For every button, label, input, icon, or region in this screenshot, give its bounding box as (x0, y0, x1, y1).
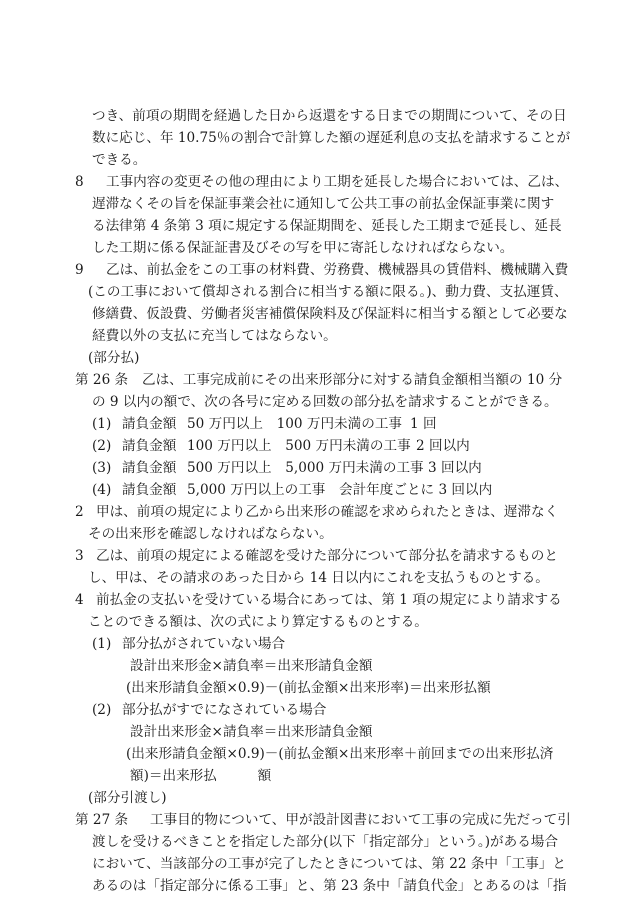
paragraph-8: 8 工事内容の変更その他の理由により工期を延長した場合においては、乙は、 (0, 171, 630, 193)
article-26-heading-line: 第 26 条 乙は、工事完成前にその出来形部分に対する請負金額相当額の 10 分 (0, 369, 630, 391)
text-line: し、甲は、その請求のあった日から 14 日以内にこれを支払うものとする。 (88, 570, 549, 586)
list-item: (2) 請負金額 100 万円以上 500 万円未満の工事 2 回以内 (92, 438, 470, 454)
article-caption: (部分払) (88, 350, 140, 366)
text-line: つき、前項の期間を経過した日から返還をする日までの期間について、その日 (92, 108, 567, 124)
paragraph-9: 9 乙は、前払金をこの工事の材料費、労務費、機械器具の賃借料、機械購入費 (0, 259, 630, 281)
list-item: (1) 請負金額 50 万円以上 100 万円未満の工事 1 回 (92, 416, 437, 432)
text-line: 修繕費、仮設費、労働者災害補償保険料及び保証料に相当する額として必要な (92, 306, 568, 322)
paragraph-3: 3 乙は、前項の規定による確認を受けた部分について部分払を請求するものと (0, 545, 630, 567)
formula-line: 額)＝出来形払 額 (130, 768, 272, 784)
article-heading: 第 27 条 (75, 812, 129, 828)
text-line: その出来形を確認しなければならない。 (88, 526, 333, 542)
case-heading: (2) 部分払がすでになされている場合 (92, 702, 327, 718)
text-line: ことのできる額は、次の式により算定するものとする。 (88, 614, 428, 630)
paragraph-2: 2 甲は、前項の規定により乙から出来形の確認を求められたときは、遅滞なく (0, 501, 630, 523)
text-line: の 9 以内の額で、次の各号に定める回数の部分払を請求することができる。 (92, 394, 558, 410)
text-line: 渡しを受けるべきことを指定した部分(以下「指定部分」という。)がある場合 (92, 834, 558, 850)
text-line: において、当該部分の工事が完了したときについては、第 22 条中「工事」と (92, 856, 566, 872)
text-line: 遅滞なくその旨を保証事業会社に通知して公共工事の前払金保証事業に関す (92, 196, 555, 212)
text-line: 数に応じ、年 10.75％の割合で計算した額の遅延利息の支払を請求することが (92, 130, 571, 146)
paragraph-number: 4 (75, 592, 84, 608)
text-line: あるのは「指定部分に係る工事」と、第 23 条中「請負代金」とあるのは「指 (92, 878, 567, 894)
paragraph-number: 2 (75, 504, 84, 520)
formula-line: (出来形請負金額×0.9)－(前払金額×出来形率)＝出来形払額 (126, 680, 491, 696)
paragraph-number: 3 (75, 548, 84, 564)
formula-line: (出来形請負金額×0.9)－(前払金額×出来形率＋前回までの出来形払済 (126, 746, 554, 762)
paragraph-4: 4 前払金の支払いを受けている場合にあっては、第 1 項の規定により請求する (0, 589, 630, 611)
article-27-heading-line: 第 27 条 工事目的物について、甲が設計図書において工事の完成に先だって引 (0, 809, 630, 831)
text-line: 経費以外の支払に充当してはならない。 (92, 328, 337, 344)
text-line: できる。 (92, 152, 147, 168)
case-heading: (1) 部分払がされていない場合 (92, 636, 286, 652)
formula-line: 設計出来形金×請負率＝出来形請負金額 (130, 658, 373, 674)
article-heading: 第 26 条 (75, 372, 129, 388)
paragraph-number: 9 (75, 262, 84, 278)
text-line: (この工事において償却される割合に相当する額に限る。)、動力費、支払運賃、 (88, 284, 568, 300)
formula-line: 設計出来形金×請負率＝出来形請負金額 (130, 724, 373, 740)
text-line: した工期に係る保証証書及びその写を甲に寄託しなければならない。 (92, 240, 514, 256)
paragraph-number: 8 (75, 174, 84, 190)
list-item: (3) 請負金額 500 万円以上 5,000 万円未満の工事 3 回以内 (92, 460, 482, 476)
list-item: (4) 請負金額 5,000 万円以上の工事 会計年度ごとに 3 回以内 (92, 482, 493, 498)
article-caption: (部分引渡し) (88, 790, 167, 806)
text-line: る法律第 4 条第 3 項に規定する保証期間を、延長した工期まで延長し、延長 (92, 218, 562, 234)
